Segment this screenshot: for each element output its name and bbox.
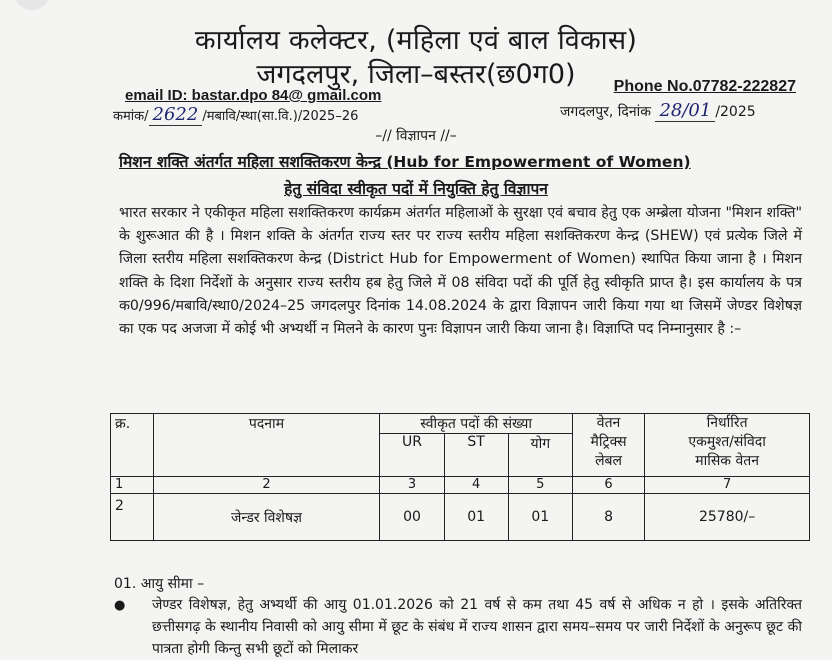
- table-row: [111, 494, 810, 541]
- header-salary: [645, 414, 810, 477]
- header-ur: UR: [380, 434, 444, 477]
- row-sr: 2: [111, 494, 154, 541]
- table-index-row: [111, 477, 810, 494]
- index-cell: 4: [444, 477, 508, 494]
- body-paragraph: भारत सरकार ने एकीकृत महिला सशक्तिकरण कार्यक्रम अंतर्गत महिलाओं के सुरक्षा एवं बचाव हेतु एक अम्ब्रेला योजना "मिशन शक्ति" के शुरूआत की है । मिशन शक्ति के अंतर्गत राज्य स्तर पर राज्य स्तरीय महिला सशक्तिकरण केन्द्र (SHEW) एवं प्रत्येक जिले में जिला स्तरीय महिला सशक्तिकरण केन्द्र (District Hub for Empowerment of Women) स्थापित किया जाना है । मिशन शक्ति के दिशा निर्देशों के अनुसार राज्य स्तरीय हब हेतु जिले में 08 संविदा पदों की पूर्ति हेतु स्वीकृति प्राप्त है। इस कार्यालय के पत्र क0/996/मबावि/स्था0/2024–25 जगदलपुर दिनांक 14.08.2024 के द्वारा विज्ञापन जारी किया गया था जिसमें जेण्डर विशेषज्ञ का एक पद अजजा में कोई भी अभ्यर्थी न मिलने के कारण पुनः विज्ञापन जारी किया जाना है। विज्ञाप्ति पद निम्नानुसार है :–: [119, 205, 802, 338]
- phone-number: Phone No.07782-222827: [613, 78, 796, 95]
- header-pay-matrix: [572, 414, 644, 477]
- index-cell: 3: [380, 477, 444, 494]
- age-limit-heading: 01. आयु सीमा –: [114, 576, 205, 592]
- row-salary: 25780/–: [645, 494, 810, 541]
- row-post: जेन्डर विशेषज्ञ: [153, 494, 380, 541]
- index-cell: 6: [572, 477, 644, 494]
- header-sanctioned: स्वीकृत पदों की संख्या: [380, 414, 572, 434]
- pay-line-2: मैट्रिक्स: [590, 434, 627, 450]
- index-cell: 1: [111, 477, 154, 494]
- row-total: 01: [508, 494, 572, 541]
- header-total: योग: [508, 434, 572, 477]
- place-date: [560, 100, 756, 121]
- date-year: /2025: [715, 104, 756, 120]
- age-limit-text: जेण्डर विशेषज्ञ, हेतु अभ्यर्थी की आयु 01.01.2026 को 21 वर्ष से कम तथा 45 वर्ष से अधिक न हो । इसके अतिरिक्त छत्तीसगढ़ के स्थानीय निवासी को आयु सीमा में छूट के संबंध में राज्य शासन द्वारा समय–समय पर जारी निर्देशों के अनुरूप छूट की पात्रता होगी किन्तु सभी छूटों को मिलाकर: [152, 597, 802, 657]
- header-sr: क्र.: [111, 414, 154, 477]
- pay-line-3: लेबल: [595, 453, 623, 469]
- row-st: 01: [444, 494, 508, 541]
- place-date-label: जगदलपुर, दिनांक: [560, 104, 651, 120]
- table-header-row: [111, 414, 810, 434]
- title-line-1: मिशन शक्ति अंतर्गत महिला सशक्तिकरण केन्द्र (Hub for Empowerment of Women): [119, 153, 691, 171]
- kramank-number-handwritten: 2622: [149, 104, 203, 126]
- location-heading: जगदलपुर, जिला–बस्तर(छ0ग0): [256, 59, 576, 90]
- reference-number: [113, 104, 358, 125]
- title-line-2: हेतु संविदा स्वीकृत पदों में नियुक्ति हेतु विज्ञापन: [284, 180, 548, 198]
- row-ur: 00: [380, 494, 444, 541]
- salary-line-1: निर्धारित: [706, 415, 748, 431]
- salary-line-2: एकमुश्त/संविदा: [688, 434, 766, 450]
- salary-line-3: मासिक वेतन: [695, 453, 760, 469]
- email-id: email ID: bastar.dpo 84@ gmail.com: [125, 87, 382, 104]
- row-level: 8: [572, 494, 644, 541]
- bullet-icon: ●: [114, 598, 126, 613]
- kramank-suffix: /मबावि/स्था(सा.वि.)/2025–26: [202, 109, 359, 124]
- index-cell: 7: [645, 477, 810, 494]
- date-handwritten: 28/01: [655, 100, 715, 122]
- scan-smudge: [16, 0, 48, 10]
- index-cell: 2: [153, 477, 380, 494]
- advertisement-label: –// विज्ञापन //–: [375, 128, 457, 144]
- index-cell: 5: [508, 477, 572, 494]
- office-heading: कार्यालय कलेक्टर, (महिला एवं बाल विकास): [194, 25, 638, 56]
- header-post: पदनाम: [153, 414, 380, 477]
- header-st: ST: [444, 434, 508, 477]
- posts-table: [110, 413, 810, 541]
- pay-line-1: वेतन: [596, 415, 621, 431]
- kramank-label: कमांक/: [113, 109, 149, 124]
